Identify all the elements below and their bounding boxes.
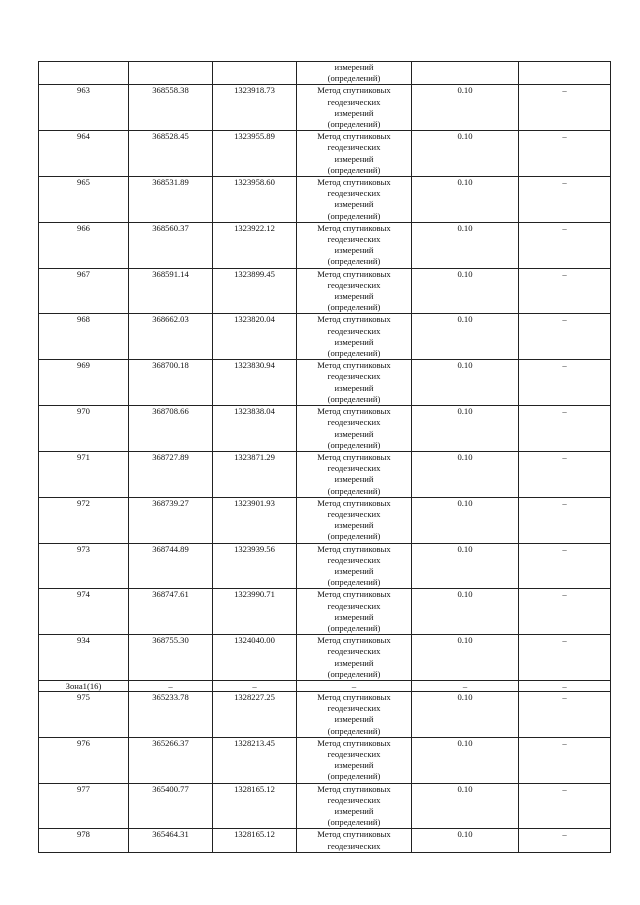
method-line: Метод спутниковых <box>317 406 391 417</box>
coordinate-x: – <box>129 680 213 691</box>
note-cell: – <box>519 737 611 783</box>
method-line: измерений <box>334 62 374 72</box>
method-line: измерений <box>334 565 374 576</box>
note-cell: – <box>519 268 611 314</box>
method-line: Метод спутниковых <box>317 222 391 233</box>
coordinate-x: 368708.66 <box>129 406 213 452</box>
zone-label: Зона1(16) <box>39 680 129 691</box>
point-number: 975 <box>39 691 129 737</box>
table-row <box>39 737 611 783</box>
point-number: 978 <box>39 829 129 852</box>
method-line: (определений) <box>327 531 381 542</box>
coordinate-x: 368560.37 <box>129 222 213 268</box>
coordinate-y: 1328165.12 <box>213 829 297 852</box>
note-cell: – <box>519 691 611 737</box>
coordinates-table <box>38 61 611 853</box>
method-line: Метод спутниковых <box>317 360 391 371</box>
table-row-last <box>39 829 611 852</box>
coordinate-y: 1323918.73 <box>213 85 297 131</box>
point-number: 976 <box>39 737 129 783</box>
method-line: геодезических <box>327 188 381 199</box>
coordinate-x: 368739.27 <box>129 497 213 543</box>
method-line: (определений) <box>327 164 381 175</box>
point-number: 977 <box>39 783 129 829</box>
method-line: измерений <box>334 474 374 485</box>
coordinate-x: 368591.14 <box>129 268 213 314</box>
method-line: Метод спутниковых <box>317 451 391 462</box>
note-cell: – <box>519 543 611 589</box>
coordinate-y: 1323901.93 <box>213 497 297 543</box>
accuracy-value: 0.10 <box>412 406 519 452</box>
method-line: измерений <box>334 336 374 347</box>
table-row <box>39 406 611 452</box>
method-line: Метод спутниковых <box>317 177 391 188</box>
method-line: (определений) <box>327 210 381 221</box>
point-number: 972 <box>39 497 129 543</box>
method-line: (определений) <box>327 725 381 736</box>
method-cell <box>297 177 412 223</box>
method-cell <box>297 62 412 85</box>
table-row <box>39 691 611 737</box>
coordinate-y: 1323990.71 <box>213 589 297 635</box>
accuracy-value: 0.10 <box>412 589 519 635</box>
coordinate-x: 365400.77 <box>129 783 213 829</box>
accuracy-value <box>412 62 519 85</box>
coordinate-x: 368755.30 <box>129 635 213 681</box>
table-row <box>39 131 611 177</box>
method-line: измерений <box>334 428 374 439</box>
method-line: геодезических <box>327 794 381 805</box>
coordinate-y: 1328165.12 <box>213 783 297 829</box>
method-line: Метод спутниковых <box>317 829 391 840</box>
method-line: Метод спутниковых <box>317 497 391 508</box>
method-line: геодезических <box>327 234 381 245</box>
coordinate-x: 365233.78 <box>129 691 213 737</box>
table-row <box>39 222 611 268</box>
method-line: Метод спутниковых <box>317 691 391 702</box>
method-line: измерений <box>334 199 374 210</box>
method-line: геодезических <box>327 703 381 714</box>
coordinate-x: 365464.31 <box>129 829 213 852</box>
note-cell: – <box>519 680 611 691</box>
accuracy-value: – <box>412 680 519 691</box>
method-line: геодезических <box>327 96 381 107</box>
note-cell: – <box>519 783 611 829</box>
method-cell <box>297 543 412 589</box>
table-row <box>39 314 611 360</box>
method-line: геодезических <box>327 600 381 611</box>
method-line: (определений) <box>327 302 381 313</box>
coordinate-y: 1323871.29 <box>213 451 297 497</box>
method-line: геодезических <box>327 508 381 519</box>
method-line: измерений <box>334 714 374 725</box>
method-cell: – <box>297 680 412 691</box>
table-row <box>39 783 611 829</box>
note-cell: – <box>519 131 611 177</box>
method-line: измерений <box>334 107 374 118</box>
point-number: 974 <box>39 589 129 635</box>
coordinate-x: 368528.45 <box>129 131 213 177</box>
point-number: 971 <box>39 451 129 497</box>
method-line: измерений <box>334 611 374 622</box>
method-cell <box>297 451 412 497</box>
coordinates-table-body <box>39 62 611 853</box>
method-line: (определений) <box>327 393 381 404</box>
method-cell <box>297 222 412 268</box>
method-line: геодезических <box>327 463 381 474</box>
note-cell <box>519 62 611 85</box>
table-row <box>39 85 611 131</box>
accuracy-value: 0.10 <box>412 497 519 543</box>
accuracy-value: 0.10 <box>412 635 519 681</box>
method-line: (определений) <box>327 771 381 782</box>
coordinate-x: 368727.89 <box>129 451 213 497</box>
note-cell: – <box>519 635 611 681</box>
coordinate-y: 1323939.56 <box>213 543 297 589</box>
method-line: (определений) <box>327 577 381 588</box>
table-row <box>39 451 611 497</box>
accuracy-value: 0.10 <box>412 177 519 223</box>
point-number: 964 <box>39 131 129 177</box>
accuracy-value: 0.10 <box>412 783 519 829</box>
method-line: измерений <box>334 245 374 256</box>
coordinate-x: 368747.61 <box>129 589 213 635</box>
accuracy-value: 0.10 <box>412 222 519 268</box>
method-line: измерений <box>334 382 374 393</box>
coordinate-x: 368700.18 <box>129 360 213 406</box>
accuracy-value: 0.10 <box>412 829 519 852</box>
method-line: (определений) <box>327 817 381 828</box>
coordinate-y: 1323830.94 <box>213 360 297 406</box>
continuation-row <box>39 62 611 85</box>
method-line: (определений) <box>327 622 381 633</box>
coordinate-x <box>129 62 213 85</box>
point-number: 966 <box>39 222 129 268</box>
method-cell <box>297 131 412 177</box>
method-line: измерений <box>334 760 374 771</box>
method-line: Метод спутниковых <box>317 314 391 325</box>
coordinate-x: 368531.89 <box>129 177 213 223</box>
method-line: геодезических <box>327 279 381 290</box>
zone-row <box>39 680 611 691</box>
accuracy-value: 0.10 <box>412 268 519 314</box>
method-line: Метод спутниковых <box>317 268 391 279</box>
method-line: (определений) <box>327 73 381 84</box>
accuracy-value: 0.10 <box>412 85 519 131</box>
method-line: Метод спутниковых <box>317 543 391 554</box>
method-line: геодезических <box>327 748 381 759</box>
accuracy-value: 0.10 <box>412 737 519 783</box>
method-cell <box>297 85 412 131</box>
coordinate-y: 1323922.12 <box>213 222 297 268</box>
coordinate-y: – <box>213 680 297 691</box>
method-cell <box>297 691 412 737</box>
table-row <box>39 543 611 589</box>
accuracy-value: 0.10 <box>412 543 519 589</box>
coordinate-x: 368744.89 <box>129 543 213 589</box>
method-cell <box>297 829 412 852</box>
coordinate-x: 368662.03 <box>129 314 213 360</box>
point-number: 970 <box>39 406 129 452</box>
table-row <box>39 268 611 314</box>
note-cell: – <box>519 497 611 543</box>
method-cell <box>297 497 412 543</box>
coordinate-y <box>213 62 297 85</box>
method-line: (определений) <box>327 256 381 267</box>
method-line: измерений <box>334 806 374 816</box>
coordinate-y: 1323899.45 <box>213 268 297 314</box>
point-number: 963 <box>39 85 129 131</box>
method-cell <box>297 589 412 635</box>
note-cell: – <box>519 222 611 268</box>
method-line: геодезических <box>327 371 381 382</box>
table-row <box>39 497 611 543</box>
method-line: измерений <box>334 520 374 531</box>
point-number: 968 <box>39 314 129 360</box>
coordinate-y: 1328213.45 <box>213 737 297 783</box>
method-line: Метод спутниковых <box>317 131 391 142</box>
method-line: Метод спутниковых <box>317 737 391 748</box>
note-cell: – <box>519 85 611 131</box>
method-line: геодезических <box>327 646 381 657</box>
method-line: измерений <box>334 291 374 302</box>
accuracy-value: 0.10 <box>412 691 519 737</box>
method-line: геодезических <box>327 840 381 851</box>
point-number: 965 <box>39 177 129 223</box>
table-row <box>39 589 611 635</box>
coordinate-y: 1323955.89 <box>213 131 297 177</box>
table-row <box>39 177 611 223</box>
accuracy-value: 0.10 <box>412 360 519 406</box>
accuracy-value: 0.10 <box>412 314 519 360</box>
coordinate-x: 368558.38 <box>129 85 213 131</box>
method-line: (определений) <box>327 119 381 130</box>
coordinate-y: 1323958.60 <box>213 177 297 223</box>
method-line: Метод спутниковых <box>317 635 391 646</box>
method-cell <box>297 635 412 681</box>
note-cell: – <box>519 177 611 223</box>
coordinate-y: 1324040.00 <box>213 635 297 681</box>
method-cell <box>297 314 412 360</box>
accuracy-value: 0.10 <box>412 131 519 177</box>
coordinate-y: 1323838.04 <box>213 406 297 452</box>
note-cell: – <box>519 451 611 497</box>
method-line: (определений) <box>327 668 381 679</box>
method-line: геодезических <box>327 417 381 428</box>
table-row <box>39 360 611 406</box>
note-cell: – <box>519 829 611 852</box>
method-line: Метод спутниковых <box>317 85 391 96</box>
coordinate-y: 1328227.25 <box>213 691 297 737</box>
method-line: (определений) <box>327 485 381 496</box>
method-cell <box>297 406 412 452</box>
method-line: (определений) <box>327 439 381 450</box>
method-line: геодезических <box>327 554 381 565</box>
method-cell <box>297 783 412 829</box>
method-cell <box>297 737 412 783</box>
point-number: 969 <box>39 360 129 406</box>
point-number: 934 <box>39 635 129 681</box>
table-row <box>39 635 611 681</box>
method-line: Метод спутниковых <box>317 783 391 794</box>
point-number: 967 <box>39 268 129 314</box>
method-cell <box>297 268 412 314</box>
note-cell: – <box>519 360 611 406</box>
method-line: (определений) <box>327 348 381 359</box>
method-line: измерений <box>334 657 374 668</box>
point-number <box>39 62 129 85</box>
coordinate-x: 365266.37 <box>129 737 213 783</box>
coordinate-y: 1323820.04 <box>213 314 297 360</box>
method-line: геодезических <box>327 142 381 153</box>
note-cell: – <box>519 589 611 635</box>
method-line: Метод спутниковых <box>317 589 391 600</box>
note-cell: – <box>519 314 611 360</box>
accuracy-value: 0.10 <box>412 451 519 497</box>
point-number: 973 <box>39 543 129 589</box>
note-cell: – <box>519 406 611 452</box>
method-line: геодезических <box>327 325 381 336</box>
method-line: измерений <box>334 153 374 164</box>
method-cell <box>297 360 412 406</box>
